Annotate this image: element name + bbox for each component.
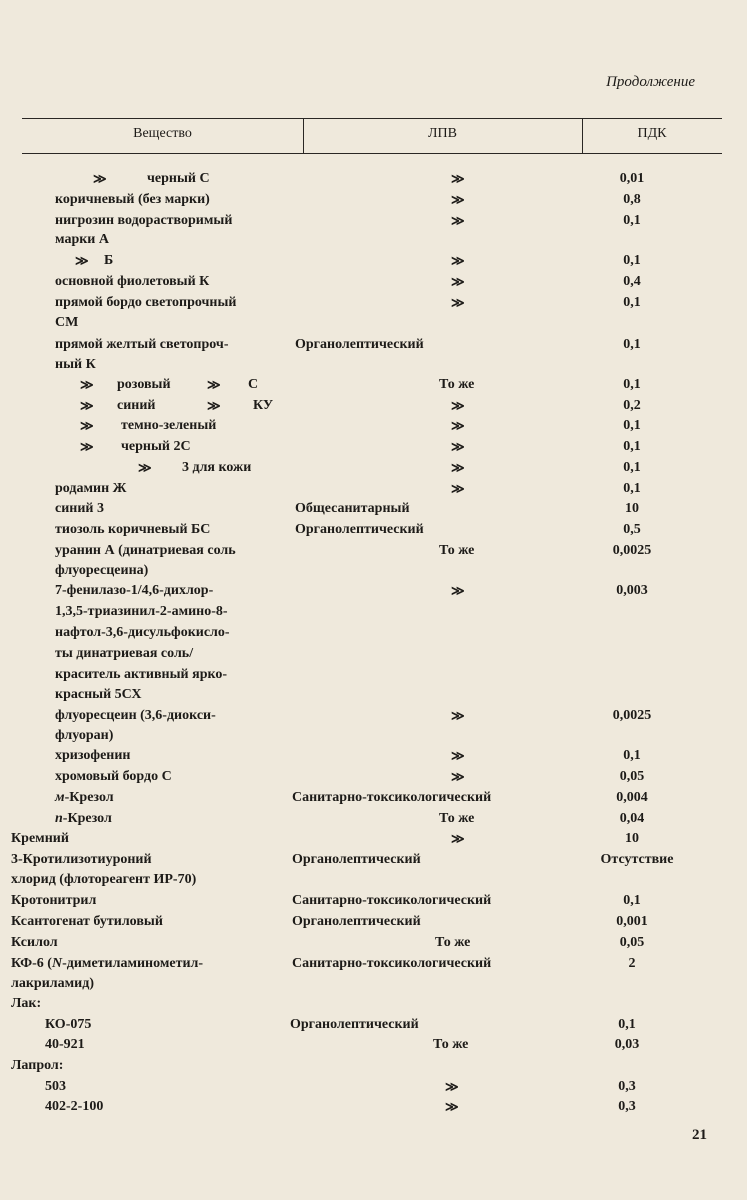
substance-name: ный К [55,357,96,372]
lpv-value: Органолептический [295,337,424,352]
table-row [0,911,747,932]
substance-name: прямой бордо светопрочный [55,295,237,310]
substance-name: коричневый (без марки) [55,192,210,207]
substance-name: флуоресцеина) [55,563,149,578]
lpv-value: То же [439,377,475,392]
lpv-value: То же [439,811,475,826]
pdk-value: 0,03 [614,1037,640,1052]
table-row [0,395,747,416]
table-row [0,478,747,499]
lpv-value: ≫ [451,398,465,413]
table-row [0,168,747,189]
substance-name: красный 5СХ [55,687,142,702]
substance-name: краситель активный ярко- [55,667,228,682]
substance-name: Кротонитрил [11,893,97,908]
table-row [0,498,747,519]
pdk-value: 0,1 [623,481,641,496]
lpv-value: ≫ [451,481,465,496]
lpv-value: То же [439,543,475,558]
pdk-value: 0,1 [623,377,641,392]
pdk-value: 10 [625,501,639,516]
table-row [0,374,747,395]
table-row [0,745,747,766]
pdk-value: 0,1 [623,337,641,352]
substance-name: 7-фенилазо-1/4,6-дихлор- [55,583,214,598]
pdk-value: 0,0025 [612,708,652,723]
substance-name: ты динатриевая соль/ [55,646,194,661]
pdk-value: 0,2 [623,398,641,413]
table-row [0,787,747,808]
pdk-value: 0,1 [623,418,641,433]
table-row [0,312,747,333]
table-row [0,210,747,231]
isomer-prefix: п [55,811,63,826]
substance-name: СМ [55,315,79,330]
pdk-value: 0,1 [623,213,641,228]
substance-name: синий 3 [55,501,104,516]
pdk-value: 0,3 [618,1079,636,1094]
substance-name [55,808,112,829]
substance-name: хризофенин [55,748,131,763]
table-row [0,932,747,953]
table-row [0,643,747,664]
pdk-value: 0,1 [618,1017,636,1032]
lpv-value: ≫ [451,295,465,310]
substance-name: черный С [147,171,210,186]
substance-name: 3-Кротилизотиуроний [11,852,152,867]
pdk-value: 0,1 [623,253,641,268]
substance-name: С [248,377,259,392]
table-row [0,271,747,292]
pdk-value: 0,1 [623,748,641,763]
lpv-value: Органолептический [292,852,421,867]
table-row [0,705,747,726]
ditto-mark: ≫ [80,439,94,454]
table-row [0,519,747,540]
ditto-mark: ≫ [207,398,221,413]
substance-name-rest: -Крезол [62,811,112,826]
table-row [0,808,747,829]
lpv-value: ≫ [451,769,465,784]
table-row [0,828,747,849]
lpv-value: ≫ [451,708,465,723]
pdk-value: 0,3 [618,1099,636,1114]
table-row [0,601,747,622]
table-row [0,849,747,870]
table-row [0,415,747,436]
lpv-value: ≫ [451,460,465,475]
substance-name: 1,3,5-триазинил-2-амино-8- [55,604,228,619]
pdk-value: 0,1 [623,439,641,454]
pdk-value: 0,5 [623,522,641,537]
table-row [0,993,747,1014]
substance-name: 3 для кожи [182,460,252,475]
ditto-mark: ≫ [75,253,89,268]
column-header-substance: Вещество [133,126,192,141]
table-row [0,973,747,994]
lpv-value: Органолептический [292,914,421,929]
lpv-value: ≫ [451,748,465,763]
table-row [0,457,747,478]
substance-name: лакриламид) [11,976,94,991]
continued-label: Продолжение [606,74,695,90]
substance-name: флуоран) [55,728,114,743]
substance-name: темно-зеленый [121,418,217,433]
table-row [0,1076,747,1097]
substance-name: родамин Ж [55,481,127,496]
lpv-value: ≫ [451,439,465,454]
table-row [0,292,747,313]
table-row [0,436,747,457]
table-row [0,229,747,250]
lpv-value: ≫ [451,171,465,186]
pdk-value: 0,003 [616,583,648,598]
ditto-mark: ≫ [138,460,152,475]
substance-name: 503 [45,1079,66,1094]
pdk-value: 0,001 [616,914,648,929]
table-row [0,1055,747,1076]
table-row [0,766,747,787]
table-row [0,580,747,601]
lpv-value: ≫ [445,1099,459,1114]
substance-name: 402-2-100 [45,1099,104,1114]
group-heading: Лапрол: [11,1058,64,1073]
pdk-value: 0,1 [623,295,641,310]
table-row [0,354,747,375]
table-row [0,1034,747,1055]
column-header-pdk: ПДК [637,126,667,141]
pdk-value: 0,1 [623,460,641,475]
lpv-value: То же [433,1037,469,1052]
substance-name [11,953,203,974]
pdk-value: 2 [628,956,636,971]
table-row [0,664,747,685]
substance-name: тиозоль коричневый БС [55,522,211,537]
table-row [0,622,747,643]
substance-name: КО-075 [45,1017,92,1032]
substance-name-rest: -Крезол [64,790,114,805]
substance-name: нафтол-3,6-дисульфокисло- [55,625,230,640]
lpv-value: ≫ [451,274,465,289]
pdk-value: 0,05 [619,769,645,784]
pdk-value: 0,004 [616,790,648,805]
lpv-value: Санитарно-токсикологический [292,893,492,908]
table-row [0,540,747,561]
ditto-mark: ≫ [80,398,94,413]
ditto-mark: ≫ [93,171,107,186]
table-header-rule [22,153,722,154]
substance-name: уранин А (динатриевая соль [55,543,236,558]
lpv-value: ≫ [451,831,465,846]
table-row [0,1014,747,1035]
lpv-value: Санитарно-токсикологический [292,956,492,971]
table-row [0,334,747,355]
substance-name: Ксилол [11,935,58,950]
table-row [0,560,747,581]
group-heading: Лак: [11,996,42,1011]
page-number: 21 [692,1127,707,1143]
column-header-lpv: ЛПВ [428,126,457,141]
substance-name: Ксантогенат бутиловый [11,914,163,929]
table-row [0,953,747,974]
table-top-rule [22,118,722,119]
ditto-mark: ≫ [207,377,221,392]
name-part: КФ-6 ( [11,956,52,971]
substance-name: 40-921 [45,1037,85,1052]
substance-name: Кремний [11,831,69,846]
table-row [0,725,747,746]
table-row [0,189,747,210]
substance-name: черный 2С [121,439,191,454]
lpv-value: Органолептический [290,1017,419,1032]
substance-name: марки А [55,232,109,247]
substance-name: флуоресцеин (3,6-диокси- [55,708,216,723]
lpv-value: ≫ [451,253,465,268]
isomer-prefix: м [55,790,65,805]
pdk-value: 0,0025 [612,543,652,558]
substance-name: розовый [117,377,171,392]
substance-name: КУ [253,398,274,413]
ditto-mark: ≫ [80,418,94,433]
substance-name: основной фиолетовый К [55,274,210,289]
substance-name: синий [117,398,156,413]
pdk-value: 0,01 [619,171,645,186]
pdk-value: 0,8 [623,192,641,207]
table-row [0,890,747,911]
lpv-value: Органолептический [295,522,424,537]
substance-name: хлорид (флотореагент ИР-70) [11,872,197,887]
table-row [0,1096,747,1117]
pdk-value: 0,4 [623,274,641,289]
table-row [0,684,747,705]
pdk-value: Отсутствие [600,852,674,867]
substance-name: прямой желтый светопроч- [55,337,229,352]
lpv-value: То же [435,935,471,950]
substance-name: нигрозин водорастворимый [55,213,233,228]
ditto-mark: ≫ [80,377,94,392]
lpv-value: ≫ [451,418,465,433]
pdk-value: 0,1 [623,893,641,908]
substance-name: хромовый бордо С [55,769,172,784]
name-italic-part: N [51,956,63,971]
lpv-value: ≫ [445,1079,459,1094]
name-part: -диметиламинометил- [62,956,204,971]
table-row [0,250,747,271]
lpv-value: ≫ [451,192,465,207]
table-row [0,869,747,890]
pdk-value: 0,04 [619,811,645,826]
lpv-value: ≫ [451,213,465,228]
pdk-value: 10 [625,831,639,846]
lpv-value: Санитарно-токсикологический [292,790,492,805]
pdk-value: 0,05 [619,935,645,950]
substance-name [55,787,114,808]
lpv-value: ≫ [451,583,465,598]
substance-name: Б [104,253,114,268]
lpv-value: Общесанитарный [295,501,410,516]
